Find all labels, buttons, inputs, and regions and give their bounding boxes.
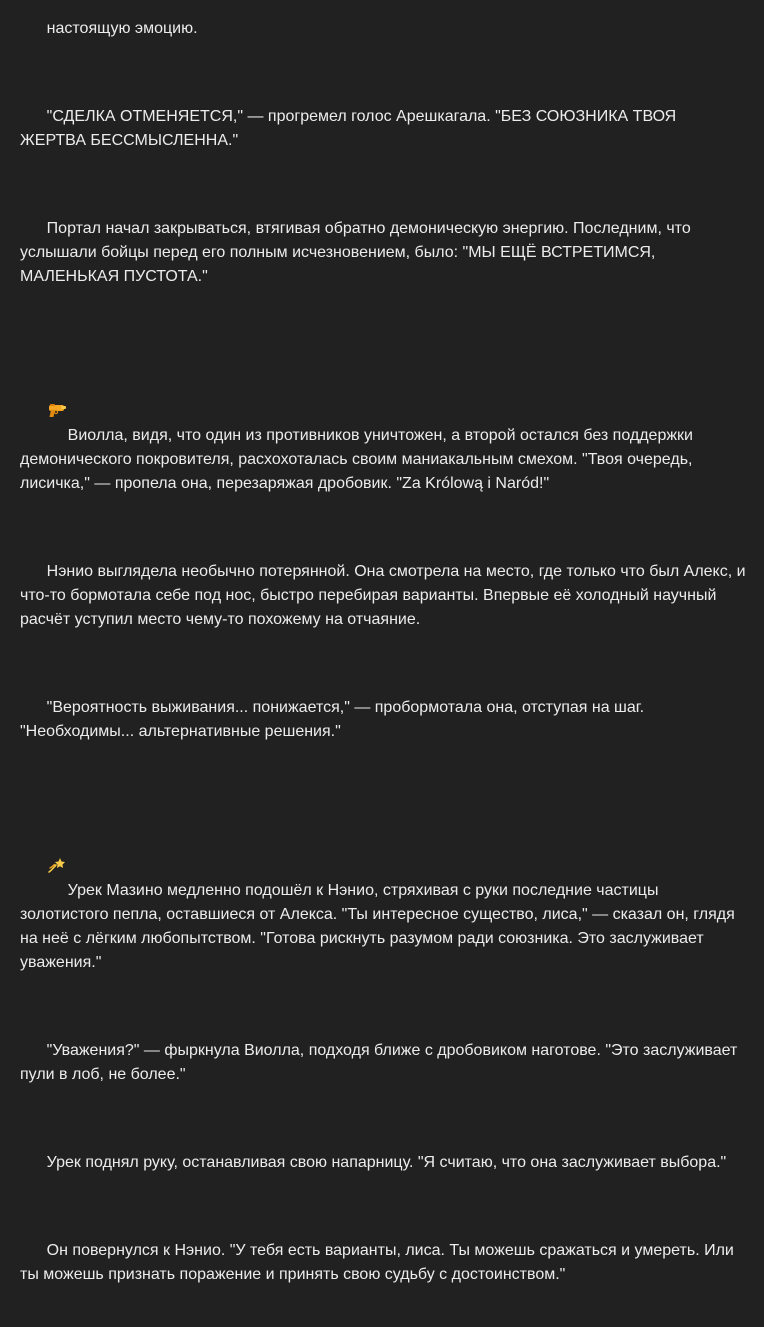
paragraph-text: "Вероятность выживания... понижается," — пробормотала она, отступая на шаг. "Необходимы... альтернативные решения." <box>20 699 649 740</box>
message-paragraph <box>20 193 746 313</box>
paragraph-text: Виолла, видя, что один из противников уничтожен, а второй остался без поддержки демонического покровителя, расхохоталась своим маниакальным смехом. "Твоя очередь, лисичка," — пропела она, перезаряжая дробовик. "Za Królową i Naród!" <box>20 427 698 492</box>
paragraph-text: Он повернулся к Нэнио. "У тебя есть варианты, лиса. Ты можешь сражаться и умереть. Или ты можешь признать поражение и принять свою судьбу с достоинством." <box>20 1242 739 1283</box>
paragraph-text: Портал начал закрываться, втягивая обратно демоническую энергию. Последним, что услышали бойцы перед его полным исчезновением, было: "МЫ ЕЩЁ ВСТРЕТИМСЯ, МАЛЕНЬКАЯ ПУСТОТА." <box>20 220 696 285</box>
message-paragraph <box>20 1015 746 1111</box>
assistant-message <box>20 0 751 1327</box>
message-paragraph <box>20 1215 746 1311</box>
dizzy-star-icon <box>47 808 67 826</box>
message-paragraph <box>20 329 746 520</box>
water-pistol-icon <box>47 353 67 371</box>
paragraph-text: настоящую эмоцию. <box>46 20 198 37</box>
paragraph-text: Урек поднял руку, останавливая свою напарницу. "Я считаю, что она заслуживает выбора." <box>46 1154 727 1171</box>
paragraph-text: Нэнио выглядела необычно потерянной. Она смотрела на место, где только что был Алекс, и что-то бормотала себе под нос, быстро перебирая варианты. Впервые её холодный научный расчёт уступил место чему-то похожему на отчаяние. <box>20 563 751 628</box>
paragraph-text: "СДЕЛКА ОТМЕНЯЕТСЯ," — прогремел голос Арешкагала. "БЕЗ СОЮЗНИКА ТВОЯ ЖЕРТВА БЕССМЫСЛЕННА." <box>20 108 681 149</box>
message-paragraph <box>20 1127 746 1199</box>
message-paragraph <box>20 536 751 656</box>
message-paragraph <box>20 784 746 999</box>
message-paragraph <box>20 81 746 177</box>
message-paragraph <box>20 672 746 768</box>
paragraph-text: "Уважения?" — фыркнула Виолла, подходя ближе с дробовиком наготове. "Это заслуживает пули в лоб, не более." <box>20 1042 742 1083</box>
paragraph-text: Урек Мазино медленно подошёл к Нэнио, стряхивая с руки последние частицы золотистого пепла, оставшиеся от Алекса. "Ты интересное существо, лиса," — сказал он, глядя на неё с лёгким любопытством. "Готова рискнуть разумом ради союзника. Это заслуживает уважения." <box>20 882 740 971</box>
message-paragraph <box>20 0 746 65</box>
